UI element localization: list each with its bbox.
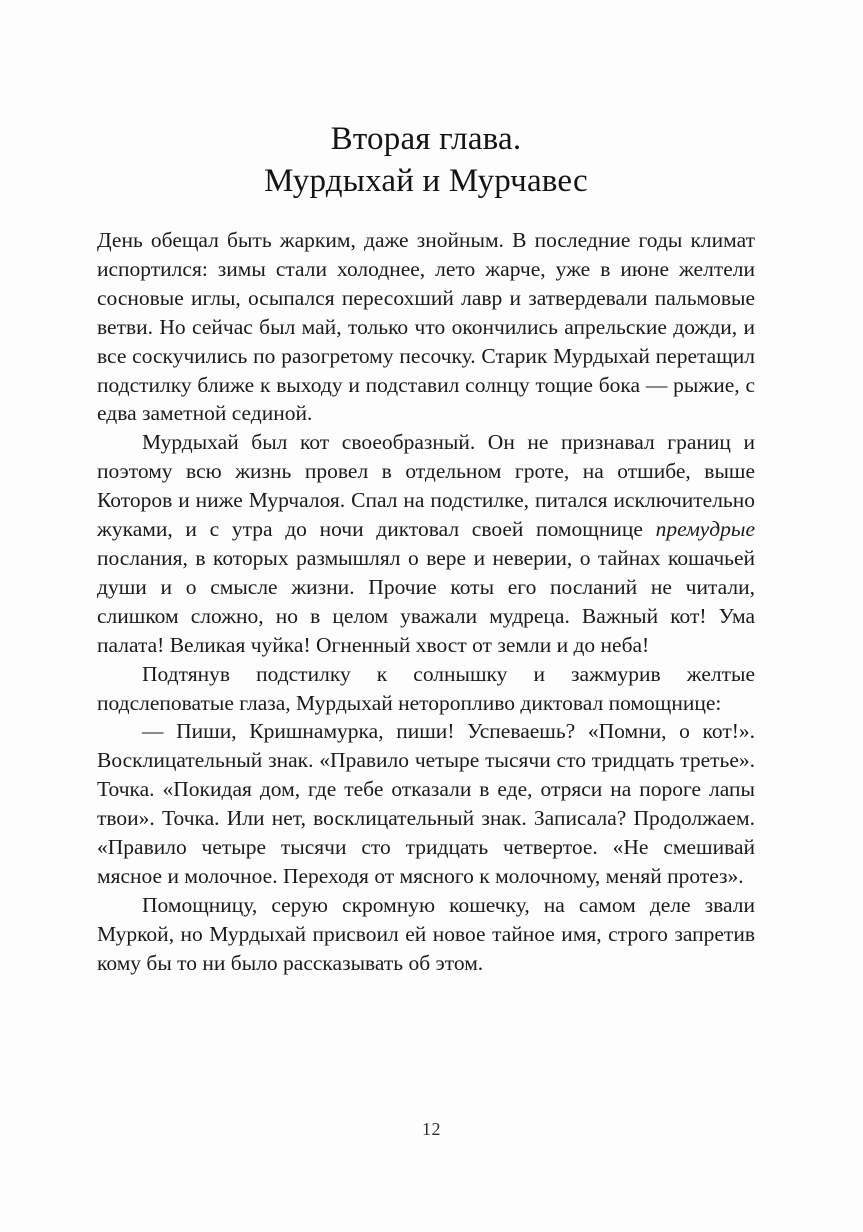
paragraph-3: Подтянув подстилку к солнышку и зажмурив желтые подслеповатые глаза, Мурдыхай неторопливо диктовал помощнице: — [97, 661, 755, 715]
paragraph-2-text-after-italic: послания, в которых размышлял о вере и неверии, о тайнах кошачьей души и о смысле жизни. Прочие коты его посланий не читали, слишком сложно, но в целом уважали мудреца. Важный кот! Ума палата! Великая чуйка! Огненный хвост от земли и до неба! — [97, 545, 755, 657]
chapter-title — [97, 0, 755, 202]
text-column — [97, 0, 755, 978]
chapter-title-line-2: Мурдыхай и Мурчавес — [264, 163, 588, 199]
paragraph-5: Помощницу, серую скромную кошечку, на самом деле звали Муркой, но Мурдыхай присвоил ей новое тайное имя, строго запретив кому бы то ни было рассказывать об этом. — [97, 892, 755, 975]
page-number: 12 — [422, 1119, 441, 1139]
body-text — [97, 226, 755, 978]
paragraph-2-text-before-italic: Мурдыхай был кот своеобразный. Он не признавал границ и поэтому всю жизнь провел в отдельном гроте, на отшибе, выше Которов и ниже Мурчалоя. Спал на подстилке, питался исключительно жуками, и с утра до ночи диктовал своей помощнице — [97, 430, 755, 542]
paragraph-2 — [97, 428, 755, 659]
paragraph-4-dialogue: — Пиши, Кришнамурка, пиши! Успеваешь? «Помни, о кот!». Восклицательный знак. «Правило четыре тысячи сто тридцать третье». Точка. «Покидая дом, где тебе отказали в еде, отряси на пороге лапы твои». Точка. Или нет, восклицательный знак. Записала? Продолжаем. «Правило четыре тысячи сто тридцать четвертое. «Не смешивай мясное и молочное. Переходя от мясного к молочному, меняй протез». — [97, 719, 755, 888]
emphasized-word: премудрые — [655, 517, 755, 542]
chapter-title-line-1: Вторая глава. — [330, 121, 522, 157]
paragraph-1: День обещал быть жарким, даже знойным. В последние годы климат испортился: зимы стали холоднее, лето жарче, уже в июне желтели сосновые иглы, осыпался пересохший лавр и затвердевали пальмовые ветви. Но сейчас был май, только что окончились апрельские дожди, и все соскучились по разогретому песочку. Старик Мурдыхай перетащил подстилку ближе к выходу и подставил солнцу тощие бока — рыжие, с едва заметной сединой. — [97, 228, 755, 426]
